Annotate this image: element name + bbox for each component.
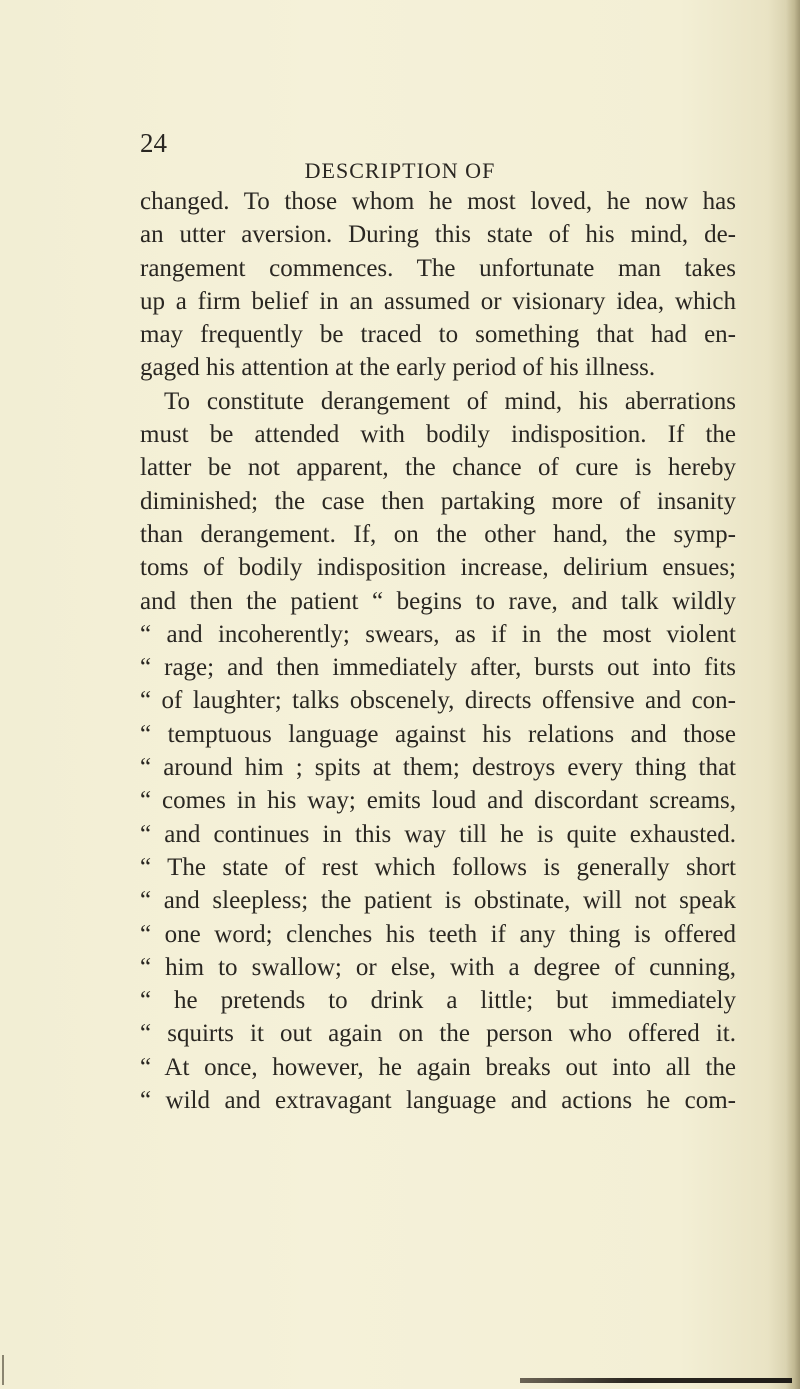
text-line: than derangement. If, on the other hand, the symp-	[140, 520, 736, 548]
text-line: gaged his attention at the early period of his illness.	[140, 354, 656, 382]
text-line: “ of laughter; talks obscenely, directs offensive and con-	[140, 687, 736, 715]
text-line: may frequently be traced to something that had en-	[140, 321, 736, 349]
text-line: “ The state of rest which follows is generally short	[140, 853, 736, 881]
text-line: “ one word; clenches his teeth if any thing is offered	[140, 920, 736, 948]
text-line: rangement commences. The unfortunate man takes	[140, 254, 736, 282]
text-line: latter be not apparent, the chance of cure is hereby	[140, 454, 736, 482]
text-line: up a firm belief in an assumed or visionary idea, which	[140, 287, 736, 315]
bottom-edge-rule	[520, 1378, 792, 1383]
text-line: diminished; the case then partaking more of insanity	[140, 487, 736, 515]
text-line: “ At once, however, he again breaks out into all the	[140, 1053, 736, 1081]
text-line: “ and incoherently; swears, as if in the most violent	[140, 620, 736, 648]
text-line: an utter aversion. During this state of his mind, de-	[140, 221, 736, 249]
body-text	[140, 185, 736, 1117]
text-line: “ around him ; spits at them; destroys every thing that	[140, 754, 736, 782]
text-line: “ he pretends to drink a little; but immediately	[140, 987, 736, 1015]
text-line: and then the patient “ begins to rave, and talk wildly	[140, 587, 736, 615]
page-number: 24	[140, 128, 167, 158]
text-line: To constitute derangement of mind, his aberrations	[164, 387, 736, 415]
text-line: “ him to swallow; or else, with a degree of cunning,	[140, 953, 736, 981]
text-line: toms of bodily indisposition increase, delirium ensues;	[140, 554, 736, 582]
running-head: DESCRIPTION OF	[304, 158, 496, 183]
text-line: must be attended with bodily indisposition. If the	[140, 421, 736, 449]
text-line: “ and continues in this way till he is quite exhausted.	[140, 820, 736, 848]
text-line: “ squirts it out again on the person who offered it.	[140, 1020, 736, 1048]
margin-mark	[2, 1355, 4, 1385]
page-edge-shadow	[786, 0, 800, 1389]
text-line: “ temptuous language against his relations and those	[140, 720, 736, 748]
text-line: “ and sleepless; the patient is obstinate, will not speak	[140, 887, 736, 915]
text-line: “ wild and extravagant language and actions he com-	[140, 1087, 736, 1115]
text-line: changed. To those whom he most loved, he now has	[140, 188, 736, 215]
text-line: “ comes in his way; emits loud and discordant screams,	[140, 787, 736, 815]
text-line: “ rage; and then immediately after, bursts out into fits	[140, 654, 736, 682]
